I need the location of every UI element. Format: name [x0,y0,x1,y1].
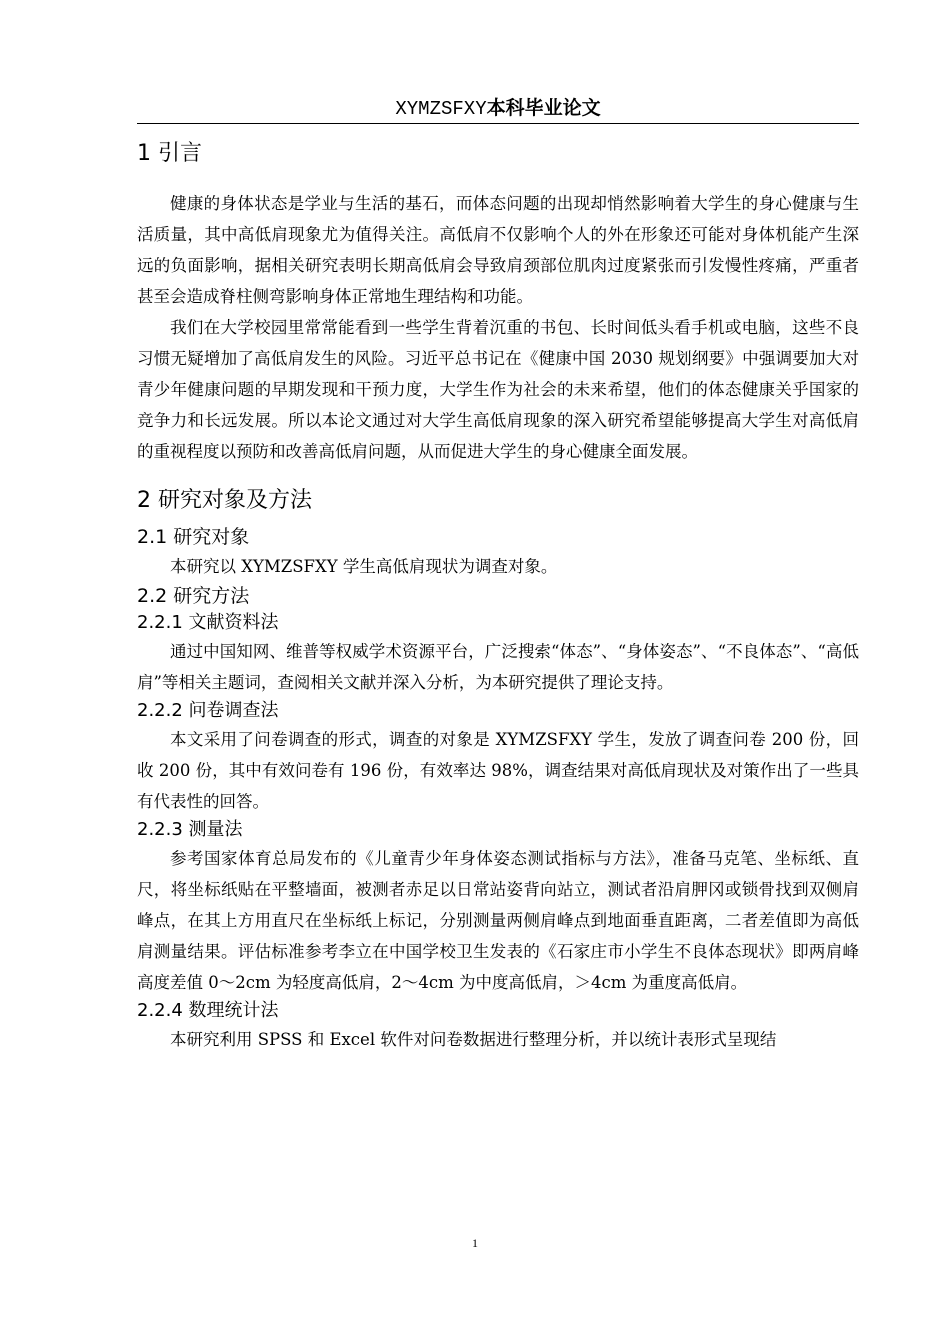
section-2-1-heading: 2.1 研究对象 [137,526,250,548]
section-1-heading: 1 引言 [137,141,202,166]
header-school-code: XYMZSFXY [395,98,487,120]
section-2-2-4-paragraph: 本研究利用 SPSS 和 Excel 软件对问卷数据进行整理分析，并以统计表形式呈现结 [170,1030,777,1049]
section-2-1-paragraph: 本研究以 XYMZSFXY 学生高低肩现状为调查对象。 [170,557,558,576]
section-1-paragraph-1: 健康的身体状态是学业与生活的基石，而体态问题的出现却悄然影响着大学生的身心健康与生活质量，其中高低肩现象尤为值得关注。高低肩不仅影响个人的外在形象还可能对身体机能产生深远的负面影响，据相关研究表明长期高低肩会导致肩颈部位肌肉过度紧张而引发慢性疼痛，严重者甚至会造成脊柱侧弯影响身体正常地生理结构和功能。 [137,194,859,306]
section-2-2-1-heading: 2.2.1 文献资料法 [137,612,279,633]
section-2-2-2-heading: 2.2.2 问卷调查法 [137,700,279,721]
section-2-2-4-heading: 2.2.4 数理统计法 [137,1000,279,1021]
running-header [137,96,859,124]
section-2-2-2-paragraph: 本文采用了问卷调查的形式，调查的对象是 XYMZSFXY 学生，发放了调查问卷 200 份，回收 200 份，其中有效问卷有 196 份，有效率达 98%，调查结果对高低肩现状及对策作出了一些具有代表性的回答。 [137,730,859,811]
section-1-paragraph-2: 我们在大学校园里常常能看到一些学生背着沉重的书包、长时间低头看手机或电脑，这些不良习惯无疑增加了高低肩发生的风险。习近平总书记在《健康中国 2030 规划纲要》中强调要加大对青少年健康问题的早期发现和干预力度，大学生作为社会的未来希望，他们的体态健康关乎国家的竞争力和长远发展。所以本论文通过对大学生高低肩现象的深入研究希望能够提高大学生对高低肩的重视程度以预防和改善高低肩问题，从而促进大学生的身心健康全面发展。 [137,318,859,461]
body-content [137,138,859,1055]
section-2-2-heading: 2.2 研究方法 [137,585,250,607]
section-2-2-3-heading: 2.2.3 测量法 [137,819,243,840]
page-number: 1 [472,1236,478,1250]
section-2-2-3-paragraph: 参考国家体育总局发布的《儿童青少年身体姿态测试指标与方法》，准备马克笔、坐标纸、直尺，将坐标纸贴在平整墙面，被测者赤足以日常站姿背向站立，测试者沿肩胛冈或锁骨找到双侧肩峰点，在其上方用直尺在坐标纸上标记，分别测量两侧肩峰点到地面垂直距离，二者差值即为高低肩测量结果。评估标准参考李立在中国学校卫生发表的《石家庄市小学生不良体态现状》即两肩峰高度差值 0～2cm 为轻度高低肩，2～4cm 为中度高低肩，＞4cm 为重度高低肩。 [137,849,859,992]
header-title: 本科毕业论文 [486,97,601,119]
section-2-2-1-paragraph: 通过中国知网、维普等权威学术资源平台，广泛搜索“体态”、“身体姿态”、“不良体态”、“高低肩”等相关主题词，查阅相关文献并深入分析，为本研究提供了理论支持。 [137,642,859,692]
section-2-heading: 2 研究对象及方法 [137,488,312,513]
